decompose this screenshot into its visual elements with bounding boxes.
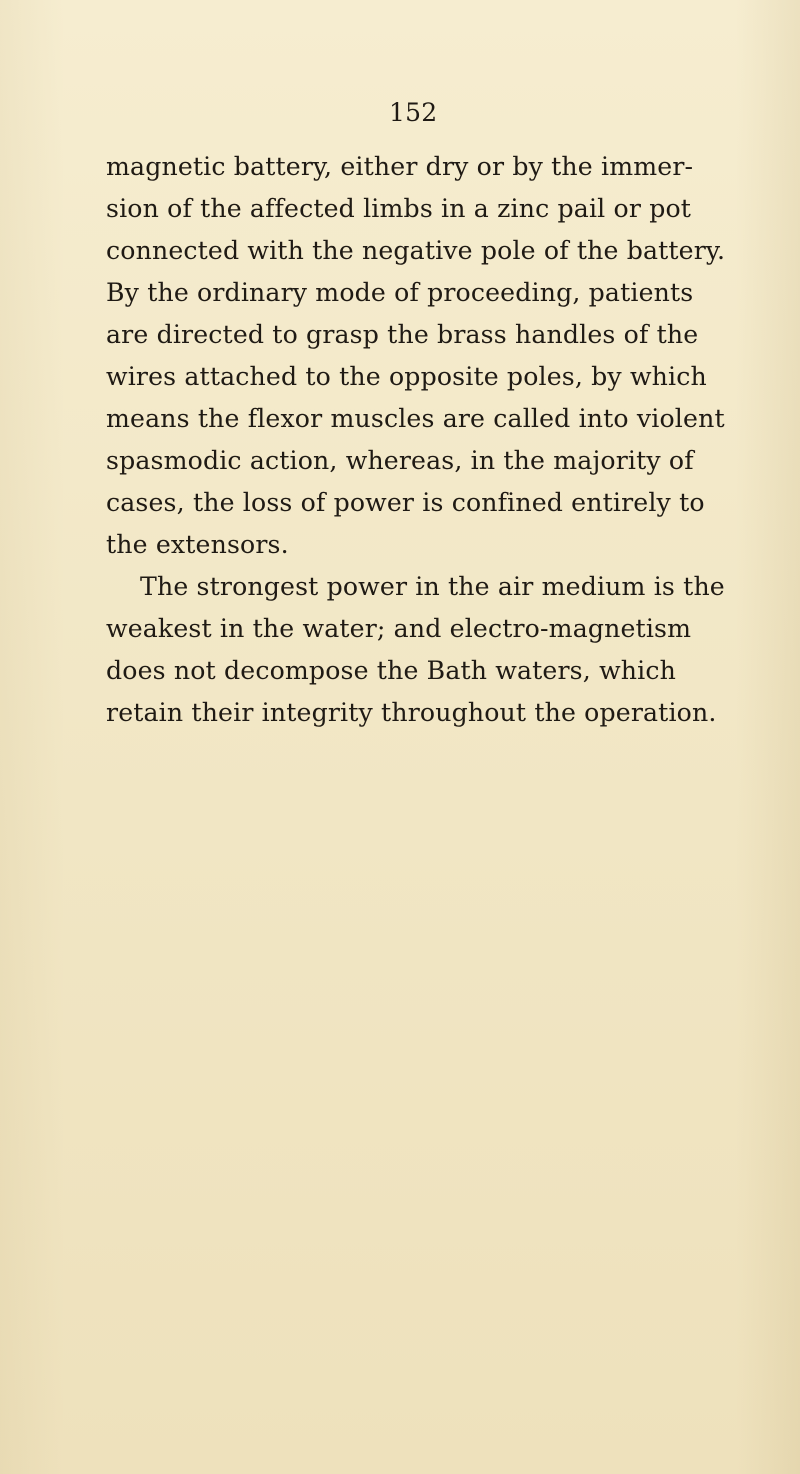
body-text [106,146,726,734]
text-line: wires attached to the opposite poles, by which [106,362,707,391]
text-line: magnetic battery, either dry or by the immer- [106,152,694,181]
text-line: means the flexor muscles are called into violent [106,404,725,433]
text-line: spasmodic action, whereas, in the majority of [106,446,694,475]
text-line: The strongest power in the air medium is the [140,572,725,601]
text-line: cases, the loss of power is confined entirely to [106,488,705,517]
text-line: does not decompose the Bath waters, which [106,656,676,685]
text-line: retain their integrity throughout the operation. [106,698,717,727]
page-number: 152 [389,98,438,127]
text-line: sion of the affected limbs in a zinc pail or pot [106,194,692,223]
text-line: weakest in the water; and electro-magnetism [106,614,692,643]
text-line: the extensors. [106,530,289,559]
text-line: connected with the negative pole of the battery. [106,236,726,265]
text-line: are directed to grasp the brass handles of the [106,320,699,349]
text-line: By the ordinary mode of proceeding, patients [106,278,694,307]
